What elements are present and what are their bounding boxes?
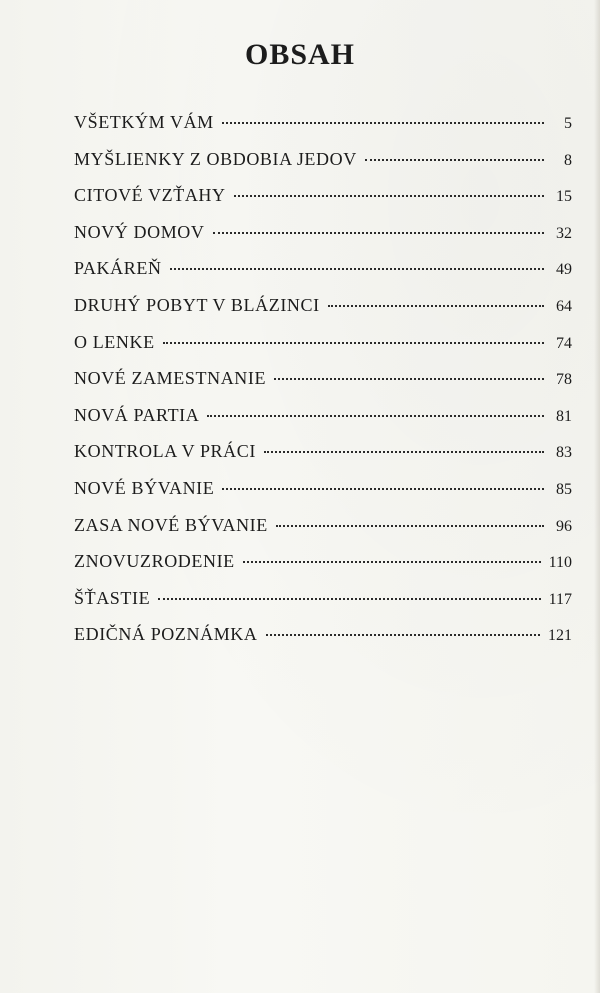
toc-entry-page: 32 [556,224,572,242]
page-edge-shadow [594,0,600,993]
toc-entry-label: NOVÁ PARTIA [74,404,200,425]
toc-entry-label: DRUHÝ POBYT V BLÁZINCI [74,294,320,315]
toc-entry-page: 74 [556,334,572,352]
toc-dot-leader [163,342,544,344]
toc-entry-label: ŠŤASTIE [74,587,151,608]
toc-dot-leader [222,122,544,124]
toc-dot-leader [365,159,544,161]
toc-entry-page: 117 [548,590,572,608]
toc-dot-leader [207,415,544,417]
toc-entry-page: 49 [556,261,572,279]
toc-entry [74,149,572,186]
toc-entry-page: 85 [556,480,572,498]
toc-entry-page: 110 [548,554,572,572]
toc-entry-label: MYŠLIENKY Z OBDOBIA JEDOV [74,148,357,169]
toc-entry-label: CITOVÉ VZŤAHY [74,185,226,206]
toc-entry-label: EDIČNÁ POZNÁMKA [74,624,258,645]
toc-entry-page: 64 [556,297,572,315]
toc-dot-leader [222,488,544,490]
toc-entry [74,588,572,625]
toc-entry-page: 5 [564,115,572,132]
toc-entry-page: 81 [556,407,572,425]
toc-dot-leader [276,525,544,527]
toc-entry [74,332,572,369]
toc-entry-label: NOVÝ DOMOV [74,221,205,242]
toc-entry [74,258,572,295]
toc-entry-page: 83 [556,444,572,462]
toc-entry-page: 78 [556,371,572,389]
toc-entry-label: ZNOVUZRODENIE [74,551,235,572]
toc-entry-page: 8 [564,151,572,169]
toc-entry [74,405,572,442]
toc-dot-leader [264,451,544,453]
toc-dot-leader [274,378,544,380]
toc-entry [74,551,572,588]
toc-entry [74,368,572,405]
toc-entry [74,515,572,552]
table-of-contents [74,112,572,661]
toc-entry-page: 15 [556,188,572,206]
toc-dot-leader [170,268,544,270]
toc-entry-label: NOVÉ ZAMESTNANIE [74,368,267,389]
toc-dot-leader [213,232,545,234]
toc-entry [74,112,572,149]
toc-entry-label: PAKÁREŇ [74,258,162,279]
page-title: OBSAH [244,38,356,71]
toc-entry [74,185,572,222]
toc-entry-label: ZASA NOVÉ BÝVANIE [74,514,268,535]
toc-dot-leader [243,561,541,563]
toc-entry-page: 121 [548,627,572,645]
toc-entry-label: NOVÉ BÝVANIE [74,477,215,498]
toc-dot-leader [234,195,544,197]
toc-entry-label: O LENKE [74,331,155,352]
toc-dot-leader [328,305,544,307]
toc-entry [74,222,572,259]
toc-dot-leader [158,598,540,600]
toc-entry-page: 96 [556,517,572,535]
toc-entry [74,624,572,661]
toc-entry [74,441,572,478]
toc-entry [74,478,572,515]
toc-entry [74,295,572,332]
toc-entry-label: KONTROLA V PRÁCI [74,441,256,462]
toc-entry-label: VŠETKÝM VÁM [74,112,214,132]
toc-dot-leader [266,634,541,636]
